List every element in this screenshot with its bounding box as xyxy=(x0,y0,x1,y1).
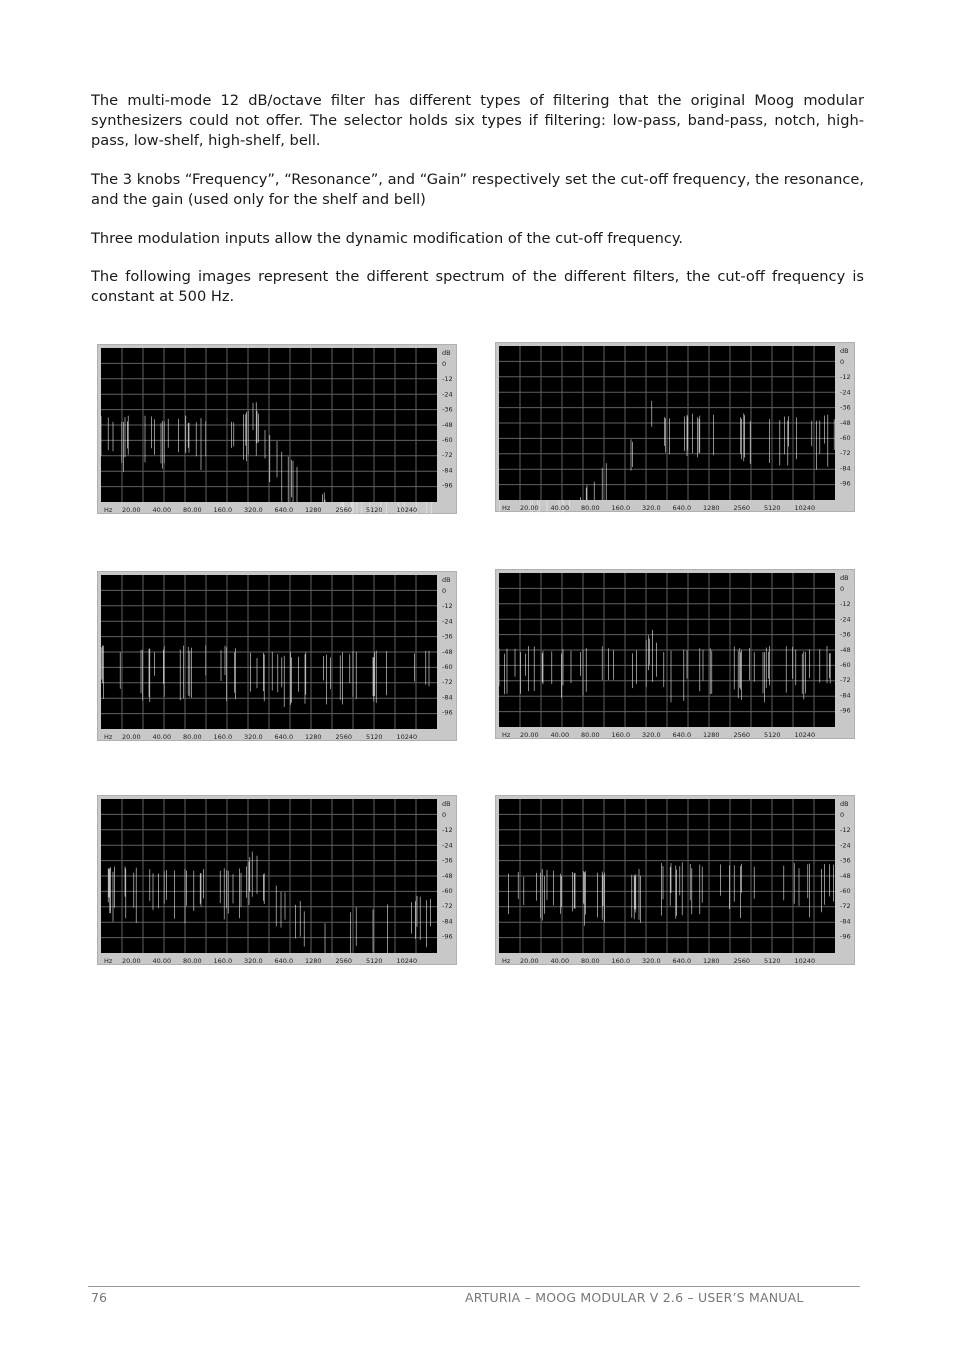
x-tick-label: 2560 xyxy=(335,733,353,741)
y-tick-label: -96 xyxy=(442,932,453,941)
y-tick-label: -48 xyxy=(442,647,453,656)
x-tick-label: 320.0 xyxy=(244,957,263,965)
x-tick-label: 160.0 xyxy=(611,504,631,512)
y-unit-label: dB xyxy=(840,347,849,355)
x-tick-label: 40.00 xyxy=(152,957,172,965)
y-tick-label: -36 xyxy=(442,856,453,865)
y-tick-label: 0 xyxy=(442,587,447,595)
y-tick-label: -72 xyxy=(442,902,453,911)
x-tick-label: 1280 xyxy=(305,957,322,965)
x-tick-label: 160.0 xyxy=(213,506,233,514)
x-tick-label: 640.0 xyxy=(672,731,692,739)
x-tick-label: 10240 xyxy=(794,957,816,965)
low-pass-spectrum-plot xyxy=(98,345,458,515)
x-unit-label: Hz xyxy=(502,957,511,965)
y-tick-label: 0 xyxy=(840,585,845,593)
low-pass-spectrum-image xyxy=(97,344,457,514)
notch-spectrum-image xyxy=(97,795,457,965)
x-tick-label: 20.00 xyxy=(122,506,141,514)
y-tick-label: -96 xyxy=(840,479,851,488)
y-tick-label: 0 xyxy=(442,811,447,819)
y-tick-label: -48 xyxy=(442,420,453,429)
x-unit-label: Hz xyxy=(104,733,113,741)
x-tick-label: 20.00 xyxy=(122,733,141,741)
y-tick-label: -60 xyxy=(442,436,453,444)
x-tick-label: 160.0 xyxy=(611,731,631,739)
y-tick-label: -12 xyxy=(840,373,851,382)
y-tick-label: -24 xyxy=(840,841,851,850)
intro-paragraph: The multi-mode 12 dB/octave filter has different types of filtering that the original Moog modular synthesizers could not offer. The selector holds six types if filtering: low-pass, band-pass, notch, high-pass, low-shelf, high-shelf, bell. xyxy=(91,92,864,149)
x-tick-label: 20.00 xyxy=(520,957,539,965)
x-tick-label: 640.0 xyxy=(672,957,692,965)
y-tick-label: -36 xyxy=(840,403,851,412)
y-tick-label: 0 xyxy=(840,811,845,819)
x-tick-label: 160.0 xyxy=(213,957,233,965)
x-tick-label: 80.00 xyxy=(581,957,600,965)
y-tick-label: 0 xyxy=(840,358,845,366)
x-tick-label: 80.00 xyxy=(581,504,600,512)
x-tick-label: 5120 xyxy=(366,506,383,514)
y-tick-label: -12 xyxy=(840,600,851,609)
x-tick-label: 20.00 xyxy=(122,957,141,965)
y-unit-label: dB xyxy=(840,800,849,808)
y-tick-label: -72 xyxy=(840,449,851,458)
x-tick-label: 10240 xyxy=(794,504,816,512)
high-pass-spectrum-image xyxy=(495,342,855,512)
y-tick-label: -96 xyxy=(840,706,851,715)
x-tick-label: 10240 xyxy=(396,957,418,965)
y-unit-label: dB xyxy=(442,576,451,584)
x-tick-label: 320.0 xyxy=(642,504,661,512)
x-tick-label: 320.0 xyxy=(244,733,263,741)
x-tick-label: 5120 xyxy=(764,504,781,512)
y-tick-label: -72 xyxy=(840,676,851,685)
high-shelf-spectrum-image xyxy=(495,795,855,965)
x-tick-label: 2560 xyxy=(733,504,751,512)
x-tick-label: 1280 xyxy=(703,957,720,965)
y-tick-label: -36 xyxy=(840,630,851,639)
high-pass-spectrum-plot xyxy=(496,343,856,513)
x-tick-label: 5120 xyxy=(764,957,781,965)
running-title: ARTURIA – MOOG MODULAR V 2.6 – USER’S MANUAL xyxy=(465,1290,804,1305)
x-unit-label: Hz xyxy=(502,504,511,512)
x-tick-label: 160.0 xyxy=(611,957,631,965)
y-tick-label: -24 xyxy=(442,390,453,399)
bell-spectrum-plot xyxy=(496,570,856,740)
x-tick-label: 2560 xyxy=(335,957,353,965)
modulation-paragraph: Three modulation inputs allow the dynamic modification of the cut-off frequency. xyxy=(91,230,684,247)
x-unit-label: Hz xyxy=(104,506,113,514)
x-tick-label: 640.0 xyxy=(274,506,294,514)
y-tick-label: -96 xyxy=(442,481,453,490)
y-tick-label: -84 xyxy=(442,693,453,702)
x-tick-label: 1280 xyxy=(305,733,322,741)
y-tick-label: -84 xyxy=(442,466,453,475)
y-tick-label: -84 xyxy=(840,691,851,700)
y-tick-label: -24 xyxy=(442,617,453,626)
y-tick-label: -60 xyxy=(840,434,851,442)
x-tick-label: 640.0 xyxy=(672,504,692,512)
spectrum-intro-paragraph: The following images represent the different spectrum of the different filters, the cut-off frequency is constant at 500 Hz. xyxy=(91,268,864,305)
y-unit-label: dB xyxy=(442,800,451,808)
x-tick-label: 320.0 xyxy=(642,731,661,739)
bell-spectrum-image xyxy=(495,569,855,739)
x-tick-label: 5120 xyxy=(366,733,383,741)
x-tick-label: 80.00 xyxy=(183,733,202,741)
y-tick-label: -84 xyxy=(840,917,851,926)
x-tick-label: 40.00 xyxy=(550,957,570,965)
y-tick-label: -60 xyxy=(840,661,851,669)
x-unit-label: Hz xyxy=(104,957,113,965)
y-tick-label: -72 xyxy=(840,902,851,911)
y-tick-label: -72 xyxy=(442,451,453,460)
x-tick-label: 640.0 xyxy=(274,733,294,741)
y-tick-label: -48 xyxy=(840,871,851,880)
y-tick-label: -24 xyxy=(442,841,453,850)
x-tick-label: 5120 xyxy=(366,957,383,965)
y-tick-label: -48 xyxy=(442,871,453,880)
x-tick-label: 640.0 xyxy=(274,957,294,965)
y-tick-label: -24 xyxy=(840,388,851,397)
x-tick-label: 320.0 xyxy=(244,506,263,514)
x-tick-label: 320.0 xyxy=(642,957,661,965)
y-tick-label: -60 xyxy=(442,663,453,671)
footer-rule xyxy=(88,1286,860,1287)
x-tick-label: 10240 xyxy=(396,506,418,514)
y-tick-label: -84 xyxy=(840,464,851,473)
x-tick-label: 80.00 xyxy=(581,731,600,739)
x-tick-label: 1280 xyxy=(305,506,322,514)
x-tick-label: 20.00 xyxy=(520,504,539,512)
y-tick-label: -60 xyxy=(840,887,851,895)
y-tick-label: -36 xyxy=(442,405,453,414)
y-tick-label: -12 xyxy=(442,375,453,384)
knobs-paragraph: The 3 knobs “Frequency”, “Resonance”, and “Gain” respectively set the cut-off frequency, the resonance, and the gain (used only for the shelf and bell) xyxy=(91,171,864,208)
x-tick-label: 40.00 xyxy=(550,504,570,512)
y-tick-label: 0 xyxy=(442,360,447,368)
x-tick-label: 40.00 xyxy=(550,731,570,739)
x-tick-label: 2560 xyxy=(733,957,751,965)
x-tick-label: 2560 xyxy=(335,506,353,514)
x-unit-label: Hz xyxy=(502,731,511,739)
y-tick-label: -36 xyxy=(840,856,851,865)
y-tick-label: -36 xyxy=(442,632,453,641)
y-tick-label: -24 xyxy=(840,615,851,624)
y-tick-label: -60 xyxy=(442,887,453,895)
x-tick-label: 20.00 xyxy=(520,731,539,739)
y-unit-label: dB xyxy=(442,349,451,357)
high-shelf-spectrum-plot xyxy=(496,796,856,966)
y-unit-label: dB xyxy=(840,574,849,582)
y-tick-label: -48 xyxy=(840,645,851,654)
y-tick-label: -72 xyxy=(442,678,453,687)
y-tick-label: -12 xyxy=(442,602,453,611)
x-tick-label: 2560 xyxy=(733,731,751,739)
y-tick-label: -12 xyxy=(840,826,851,835)
x-tick-label: 1280 xyxy=(703,731,720,739)
x-tick-label: 10240 xyxy=(396,733,418,741)
notch-spectrum-plot xyxy=(98,796,458,966)
x-tick-label: 40.00 xyxy=(152,733,172,741)
x-tick-label: 10240 xyxy=(794,731,816,739)
low-shelf-spectrum-plot xyxy=(98,572,458,742)
y-tick-label: -48 xyxy=(840,418,851,427)
x-tick-label: 5120 xyxy=(764,731,781,739)
low-shelf-spectrum-image xyxy=(97,571,457,741)
y-tick-label: -84 xyxy=(442,917,453,926)
x-tick-label: 80.00 xyxy=(183,506,202,514)
x-tick-label: 1280 xyxy=(703,504,720,512)
y-tick-label: -96 xyxy=(442,708,453,717)
x-tick-label: 40.00 xyxy=(152,506,172,514)
y-tick-label: -12 xyxy=(442,826,453,835)
x-tick-label: 160.0 xyxy=(213,733,233,741)
page-number: 76 xyxy=(91,1290,107,1305)
y-tick-label: -96 xyxy=(840,932,851,941)
x-tick-label: 80.00 xyxy=(183,957,202,965)
